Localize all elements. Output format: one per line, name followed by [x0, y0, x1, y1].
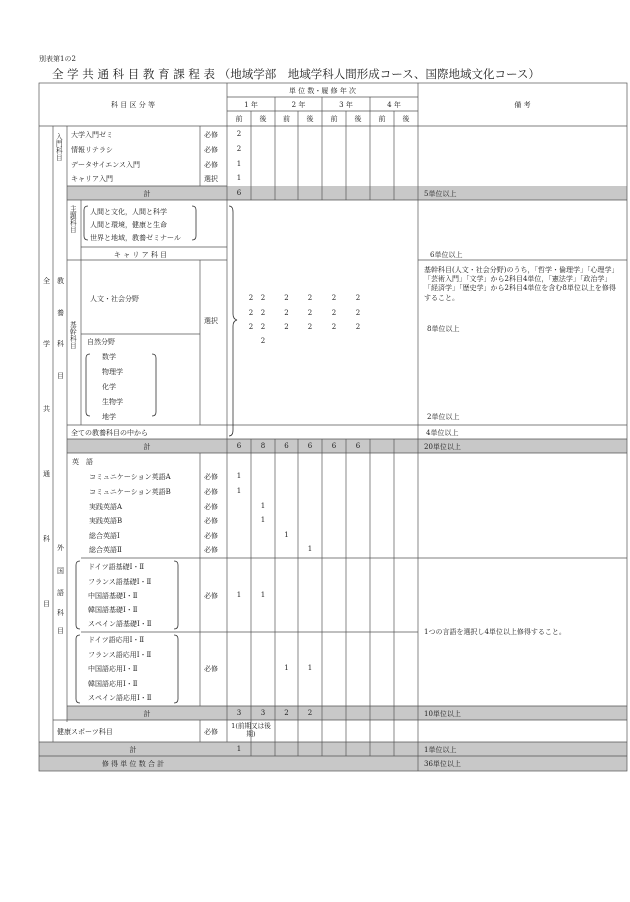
credit-value: 1: [236, 487, 242, 495]
subject-name: 大学入門ゼミ: [71, 131, 113, 139]
credit-value: 2: [307, 309, 313, 317]
side-label-kyoyo: 教: [57, 277, 64, 285]
kyoyo-total-label: 計: [143, 443, 151, 451]
page-title: 全 学 共 通 科 目 教 育 課 程 表 （地域学部 地域学科人間形成コース、国際地域文化コース）: [52, 67, 540, 81]
applied-language-item: 中国語応用Ⅰ・Ⅱ: [88, 665, 138, 673]
required-type: 必修: [204, 473, 218, 481]
shudai-item: 人間と文化，人間と科学: [90, 208, 167, 216]
health-credit-note: 1(前期又は後期): [231, 722, 271, 739]
header-remarks: 備 考: [514, 101, 531, 109]
career-label: キ ャ リ ア 科 目: [113, 251, 168, 259]
credit-value: 2: [260, 294, 266, 302]
basic-language-item: ドイツ語基礎Ⅰ・Ⅱ: [88, 563, 145, 571]
credit-value: 2: [331, 323, 337, 331]
subject-name: データサイエンス入門: [71, 161, 141, 169]
side-label-gaikokugo: 科: [57, 609, 64, 617]
credit-value: 6: [236, 442, 242, 450]
subject-name: 実践英語A: [89, 503, 123, 511]
required-type: 必修: [204, 131, 218, 139]
applied-language-item: フランス語応用Ⅰ・Ⅱ: [88, 651, 152, 659]
header-term: 前: [330, 115, 338, 123]
required-type: 選択: [204, 175, 218, 183]
header-term: 前: [235, 115, 243, 123]
side-label-zengaku: 通: [43, 470, 50, 478]
subject-name: コミュニケーション英語B: [89, 488, 171, 496]
natural-item: 物理学: [102, 368, 123, 376]
credit-value: 1: [236, 472, 242, 480]
shudai-item: 人間と環境，健康と生命: [90, 221, 167, 229]
header-term: 後: [306, 115, 314, 123]
credit-value: 1: [307, 664, 313, 672]
basic-language-item: 中国語基礎Ⅰ・Ⅱ: [88, 592, 138, 600]
required-type: 必修: [204, 592, 218, 600]
side-label-gaikokugo: 語: [57, 589, 64, 597]
required-type: 必修: [204, 665, 218, 673]
side-label-shudai: 主題科目: [70, 205, 77, 234]
required-type: 必修: [204, 488, 218, 496]
health-total-value: 1: [236, 745, 242, 753]
credit-value: 1: [260, 591, 266, 599]
side-label-zengaku: 科: [43, 535, 50, 543]
applied-language-item: ドイツ語応用Ⅰ・Ⅱ: [88, 636, 145, 644]
side-label-gaikokugo: 目: [57, 627, 64, 635]
applied-language-item: スペイン語応用Ⅰ・Ⅱ: [88, 694, 152, 702]
credit-value: 2: [355, 323, 361, 331]
kyoyo-total-remark: 20単位以上: [424, 443, 461, 451]
credit-value: 1: [260, 502, 266, 510]
side-label-zengaku: 学: [43, 340, 50, 348]
all-kyoyo-label: 全ての教養科目の中から: [71, 429, 148, 437]
required-type: 必修: [204, 728, 218, 736]
required-type: 必修: [204, 161, 218, 169]
subject-name: キャリア入門: [71, 175, 113, 183]
header-year-1: 1 年: [244, 101, 258, 109]
credit-value: 2: [248, 294, 254, 302]
intro-total: 6: [236, 189, 242, 197]
credit-value: 2: [260, 323, 266, 331]
side-label-zengaku: 目: [43, 600, 50, 608]
credit-value: 2: [307, 323, 313, 331]
credit-value: 2: [236, 130, 242, 138]
natural-item: 化学: [102, 383, 116, 391]
kikan-remark-2: 8単位以上: [427, 325, 460, 333]
all-kyoyo-remark: 4単位以上: [426, 429, 459, 437]
credit-value: 2: [355, 294, 361, 302]
credit-value: 1: [307, 545, 313, 553]
credit-value: 1: [260, 516, 266, 524]
intro-remark: 5単位以上: [424, 190, 457, 198]
header-year-2: 2 年: [291, 101, 306, 109]
language-remark: 1つの言語を選択し4単位以上修得すること。: [424, 628, 566, 636]
credit-value: 1: [284, 664, 289, 672]
credit-value: 6: [355, 442, 361, 450]
credit-value: 2: [331, 309, 337, 317]
career-remark: 6単位以上: [430, 251, 463, 259]
required-type: 必修: [204, 146, 218, 154]
credit-value: 2: [331, 294, 337, 302]
required-type: 必修: [204, 517, 218, 525]
health-total-label: 計: [129, 746, 137, 754]
header-term: 前: [378, 115, 386, 123]
header-year-4: 4 年: [387, 101, 401, 109]
header-term: 後: [354, 115, 362, 123]
credit-value: 3: [260, 709, 266, 717]
side-label-zengaku: 共: [43, 405, 50, 413]
basic-language-item: フランス語基礎Ⅰ・Ⅱ: [88, 578, 152, 586]
credit-value: 2: [260, 337, 266, 345]
credit-value: 2: [307, 709, 313, 717]
side-label-kyoyo: 科: [57, 340, 64, 348]
credit-value: 3: [236, 709, 242, 717]
credit-value: 6: [307, 442, 313, 450]
english-label: 英 語: [72, 458, 93, 466]
side-label-nyumon: 入門科目: [56, 133, 63, 162]
basic-language-item: スペイン語基礎Ⅰ・Ⅱ: [88, 620, 152, 628]
credit-value: 1: [284, 531, 289, 539]
health-total-remark: 1単位以上: [424, 746, 457, 754]
credit-value: 6: [284, 442, 289, 450]
side-label-gaikokugo: 外: [57, 544, 64, 552]
foreign-total-remark: 10単位以上: [424, 710, 461, 718]
required-type: 必修: [204, 546, 218, 554]
natural-remark: 2単位以上: [427, 413, 460, 421]
credit-value: 2: [284, 709, 289, 717]
side-label-kyoyo: 目: [57, 372, 64, 380]
grand-total-label: 修 得 単 位 数 合 計: [101, 760, 165, 768]
select-type: 選択: [204, 317, 218, 325]
subject-name: コミュニケーション英語A: [89, 473, 171, 481]
health-sports-label: 健康スポーツ科目: [57, 728, 113, 736]
side-label-kikan: 基幹科目: [70, 321, 77, 350]
subject-name: 総合英語Ⅰ: [89, 532, 120, 540]
credit-value: 2: [284, 323, 289, 331]
shudai-item: 世界と地域，教養ゼミナール: [90, 234, 181, 242]
side-label-kyoyo: 養: [57, 309, 64, 317]
kikan-remark: 基幹科目(人文・社会分野)のうち，「哲学・倫理学」「心理学」「芸術入門」「文学」から2科目4単位，「憲法学」「政治学」「経済学」「歴史学」から2科目4単位を含む8単位以上を修得すること。: [424, 266, 619, 302]
credit-value: 2: [307, 294, 313, 302]
natural-label: 自然分野: [87, 338, 115, 346]
credit-value: 2: [248, 309, 254, 317]
humanities-label: 人文・社会分野: [90, 295, 139, 303]
applied-language-item: 韓国語応用Ⅰ・Ⅱ: [88, 680, 138, 688]
subject-name: 総合英語Ⅱ: [89, 546, 122, 554]
header-term: 後: [402, 115, 410, 123]
credit-value: 2: [248, 323, 254, 331]
subject-name: 実践英語B: [89, 517, 123, 525]
side-label-gaikokugo: 国: [57, 567, 64, 575]
subject-name: 情報リテラシ: [71, 146, 113, 154]
foreign-total-label: 計: [143, 710, 151, 718]
natural-item: 数学: [102, 353, 116, 361]
credit-value: 2: [355, 309, 361, 317]
grand-total-remark: 36単位以上: [424, 760, 461, 768]
header-term: 後: [259, 115, 267, 123]
credit-value: 1: [236, 174, 242, 182]
credit-value: 8: [260, 442, 266, 450]
side-label-zengaku: 全: [43, 277, 50, 285]
credit-value: 1: [236, 160, 242, 168]
header-subject-category: 科 目 区 分 等: [111, 101, 155, 109]
credit-value: 2: [260, 309, 266, 317]
credit-value: 2: [284, 294, 289, 302]
header-year-3: 3 年: [339, 101, 353, 109]
required-type: 必修: [204, 503, 218, 511]
credit-value: 1: [236, 591, 242, 599]
natural-item: 地学: [102, 413, 116, 421]
header-credits-years: 単 位 数・履 修 年 次: [288, 87, 357, 95]
natural-item: 生物学: [102, 398, 123, 406]
credit-value: 6: [331, 442, 337, 450]
header-term: 前: [283, 115, 290, 123]
credit-value: 2: [236, 145, 242, 153]
intro-total-label: 計: [143, 190, 151, 198]
basic-language-item: 韓国語基礎Ⅰ・Ⅱ: [88, 606, 138, 614]
credit-value: 2: [284, 309, 289, 317]
document-reference: 別表第1の2: [39, 55, 76, 63]
required-type: 必修: [204, 532, 218, 540]
